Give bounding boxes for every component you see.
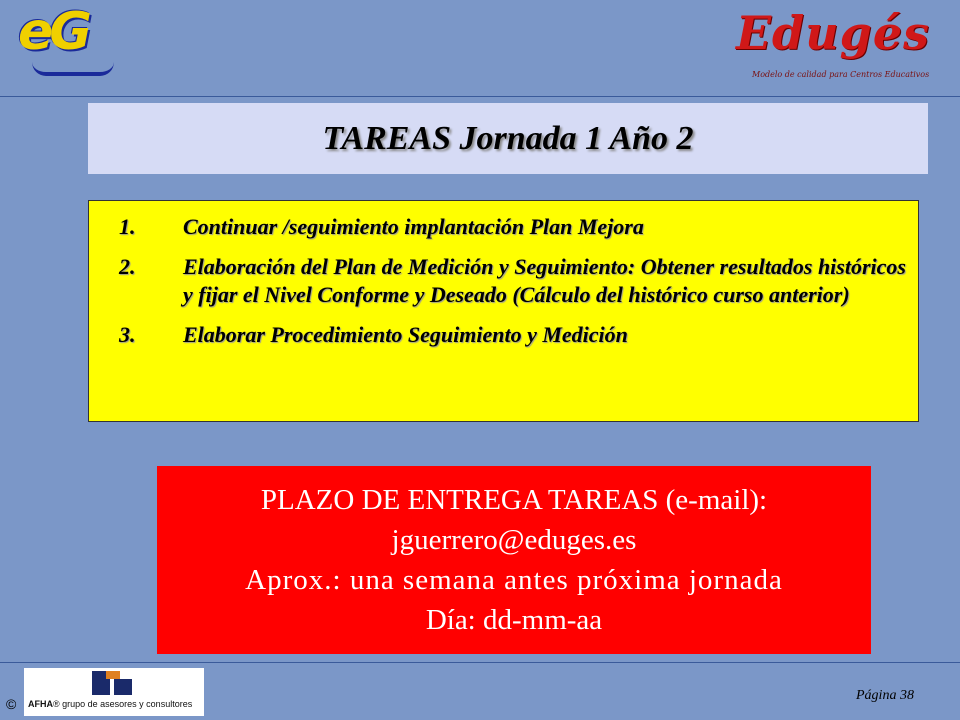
task-text: Elaboración del Plan de Medición y Seguimiento: Obtener resultados históricos y fijar el Nivel Conforme y Deseado (Cálculo del histórico curso anterior)	[183, 254, 906, 307]
task-text: Continuar /seguimiento implantación Plan Mejora	[183, 214, 644, 239]
afha-logo	[24, 668, 204, 716]
task-text: Elaborar Procedimiento Seguimiento y Medición	[183, 322, 628, 347]
eg-logo-swoosh	[32, 62, 114, 76]
task-number: 3.	[119, 322, 136, 347]
eduges-tagline: Modelo de calidad para Centros Educativos	[752, 70, 930, 79]
page-number: Página 38	[856, 688, 914, 703]
eduges-brand: Edugés	[736, 6, 930, 60]
slide-title-box	[88, 103, 928, 174]
header-divider	[0, 96, 960, 97]
afha-tagline: ® grupo de asesores y consultores	[53, 699, 193, 709]
afha-caption	[28, 699, 204, 709]
task-item	[119, 253, 909, 309]
task-item	[119, 213, 909, 241]
footer-divider	[0, 662, 960, 663]
task-number: 1.	[119, 214, 136, 239]
eg-logo-text: eG	[18, 2, 88, 62]
task-item	[119, 321, 909, 349]
deadline-box	[157, 466, 871, 654]
task-number: 2.	[119, 254, 136, 279]
deadline-heading: PLAZO DE ENTREGA TAREAS (e-mail):	[260, 484, 768, 516]
deadline-approx: Aprox.: una semana antes próxima jornada	[245, 564, 783, 596]
tasks-list	[119, 213, 909, 361]
eg-logo	[14, 2, 124, 80]
slide-title: TAREAS Jornada 1 Año 2	[322, 119, 694, 157]
copyright-symbol: ©	[6, 696, 17, 712]
tasks-box	[88, 200, 919, 422]
deadline-email: jguerrero@eduges.es	[391, 524, 637, 556]
afha-brand: AFHA	[28, 699, 53, 709]
deadline-day: Día: dd-mm-aa	[425, 604, 603, 636]
afha-mark-icon	[92, 671, 136, 695]
eduges-logo	[736, 6, 948, 86]
